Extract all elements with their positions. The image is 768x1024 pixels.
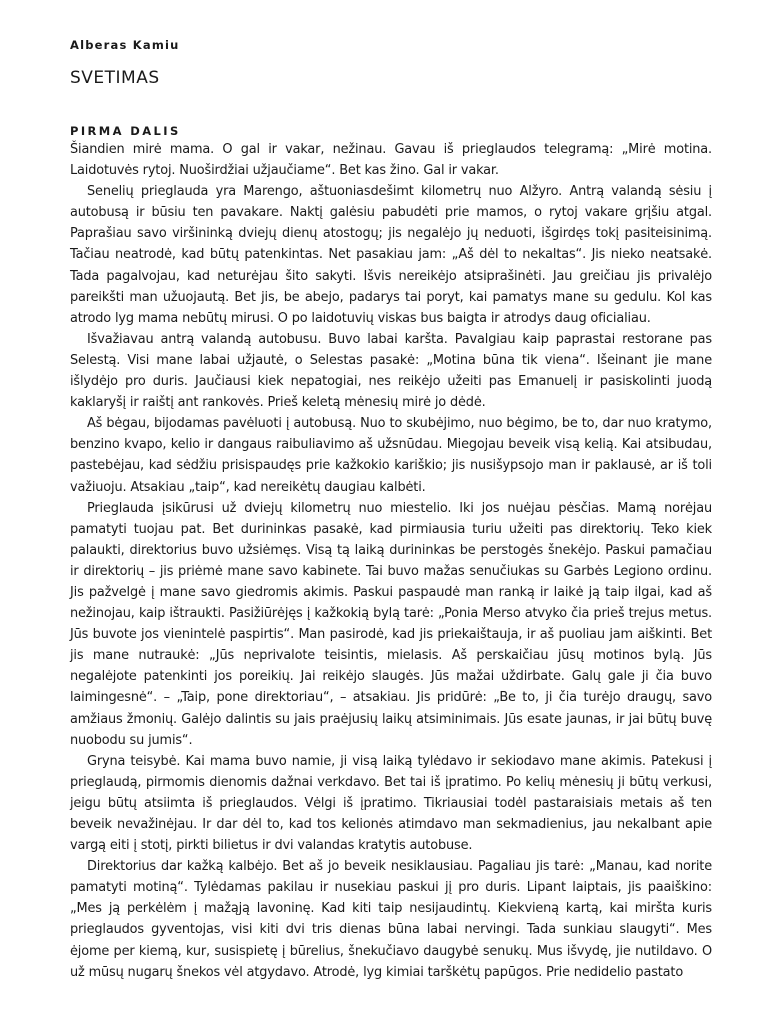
- paragraph: Direktorius dar kažką kalbėjo. Bet aš jo beveik nesiklausiau. Pagaliau jis tarė: „Manau, kad norite pamatyti motiną“. Tylėdamas pakilau ir nusekiau paskui jį pro duris. Lipant laiptais, jis paaiškino: „Mes ją perkėlėm į mažąją lavoninę. Kad kiti taip nesijaudintų. Kiekvieną kartą, kai miršta kuris prieglaudos gyventojas, visi kiti dvi tris dienas būna labai nervingi. Tada sunkiau slaugyti“. Mes ėjome per kiemą, kur, susispietę į būrelius, šnekučiavo daugybė senukų. Mus išvydę, jie nutildavo. O už mūsų nugarų šnekos vėl atgydavo. Atrodė, lyg kimiai tarškėtų papūgos. Prie nedidelio pastato: [70, 859, 712, 980]
- paragraph: Aš bėgau, bijodamas pavėluoti į autobusą. Nuo to skubėjimo, nuo bėgimo, be to, dar nuo kratymo, benzino kvapo, kelio ir dangaus raibuliavimo aš užsnūdau. Miegojau beveik visą kelią. Kai atsibudau, pastebėjau, kad sėdžiu prisispaudęs prie kažkokio kariškio; jis nusišypsojo man ir paklausė, ar iš toli važiuoju. Atsakiau „taip“, kad nereikėtų daugiau kalbėti.: [70, 416, 712, 495]
- paragraph: Šiandien mirė mama. O gal ir vakar, nežinau. Gavau iš prieglaudos telegramą: „Mirė motina. Laidotuvės rytoj. Nuoširdžiai užjaučiame“. Bet kas žino. Gal ir vakar.: [70, 142, 712, 179]
- paragraph: Prieglauda įsikūrusi už dviejų kilometrų nuo miestelio. Iki jos nuėjau pėsčias. Mamą norėjau pamatyti tuojau pat. Bet durininkas pasakė, kad pirmiausia turiu užeiti pas direktorių. Teko kiek palaukti, direktorius buvo užsiėmęs. Visą tą laiką durininkas be perstogės šnekėjo. Paskui pamačiau ir direktorių – jis priėmė mane savo kabinete. Tai buvo mažas senučiukas su Garbės Legiono ordinu. Jis pažvelgė į mane savo giedromis akimis. Paskui paspaudė man ranką ir laikė ją taip ilgai, kad aš nežinojau, kaip ištraukti. Pasižiūrėjęs į kažkokią bylą tarė: „Ponia Merso atvyko čia prieš trejus metus. Jūs buvote jos vienintelė paspirtis“. Man pasirodė, kad jis priekaištauja, ir aš puoliau jam aiškinti. Bet jis mane nutraukė: „Jūs neprivalote teisintis, mielasis. Aš perskaičiau jūsų motinos bylą. Jūs negalėjote patenkinti jos poreikių. Jai reikėjo slaugės. Jūs mažai uždirbate. Galų gale ji čia buvo laimingesnė“. – „Taip, pone direktoriau“, – atsakiau. Jis pridūrė: „Be to, ji čia turėjo draugų, savo amžiaus žmonių. Galėjo dalintis su jais praėjusių laikų atsiminimais. Jūs esate jaunas, ir jai būtų buvę nuobodu su jumis“.: [70, 500, 712, 748]
- part-heading: PIRMA DALIS: [70, 124, 181, 138]
- body-text: [70, 139, 712, 983]
- book-title: SVETIMAS: [70, 68, 160, 88]
- paragraph: Senelių prieglauda yra Marengo, aštuoniasdešimt kilometrų nuo Alžyro. Antrą valandą sėsiu į autobusą ir būsiu ten pavakare. Naktį galėsiu pabudėti prie mamos, o rytoj vakare grįšiu atgal. Paprašiau savo viršininką dviejų dienų atostogų; jis negalėjo jų neduoti, išgirdęs tokį pasiteisinimą. Tačiau neatrodė, kad būtų patenkintas. Net pasakiau jam: „Aš dėl to nekaltas“. Jis nieko neatsakė. Tada pagalvojau, kad neturėjau šito sakyti. Išvis nereikėjo atsiprašinėti. Jau greičiau jis privalėjo pareikšti man užuojautą. Bet jis, be abejo, padarys tai poryt, kai pamatys mane su gedulu. Kol kas atrodo lyg mama nebūtų mirusi. O po laidotuvių viskas bus baigta ir atrodys daug oficialiau.: [70, 184, 712, 326]
- paragraph: Gryna teisybė. Kai mama buvo namie, ji visą laiką tylėdavo ir sekiodavo mane akimis. Patekusi į prieglaudą, pirmomis dienomis dažnai verkdavo. Bet tai iš įpratimo. Po kelių mėnesių ji būtų verkusi, jeigu būtų atsiimta iš prieglaudos. Vėlgi iš įpratimo. Tikriausiai todėl pastaraisiais metais aš ten beveik nevažinėjau. Ir dar dėl to, kad tos kelionės atimdavo man sekmadienius, jau nekalbant apie vargą eiti į stotį, pirkti bilietus ir dvi valandas kratytis autobuse.: [70, 753, 712, 854]
- author-name: Alberas Kamiu: [70, 38, 180, 52]
- document-page: [70, 37, 712, 983]
- paragraph: Išvažiavau antrą valandą autobusu. Buvo labai karšta. Pavalgiau kaip paprastai restorane pas Selestą. Visi mane labai užjautė, o Selestas pasakė: „Motina būna tik viena“. Išeinant jie mane išlydėjo pro duris. Jaučiausi kiek nepatogiai, nes reikėjo užeiti pas Emanuelį ir pasiskolinti juodą kaklaryšį ir raištį ant rankovės. Prieš keletą mėnesių mirė jo dėdė.: [70, 331, 712, 411]
